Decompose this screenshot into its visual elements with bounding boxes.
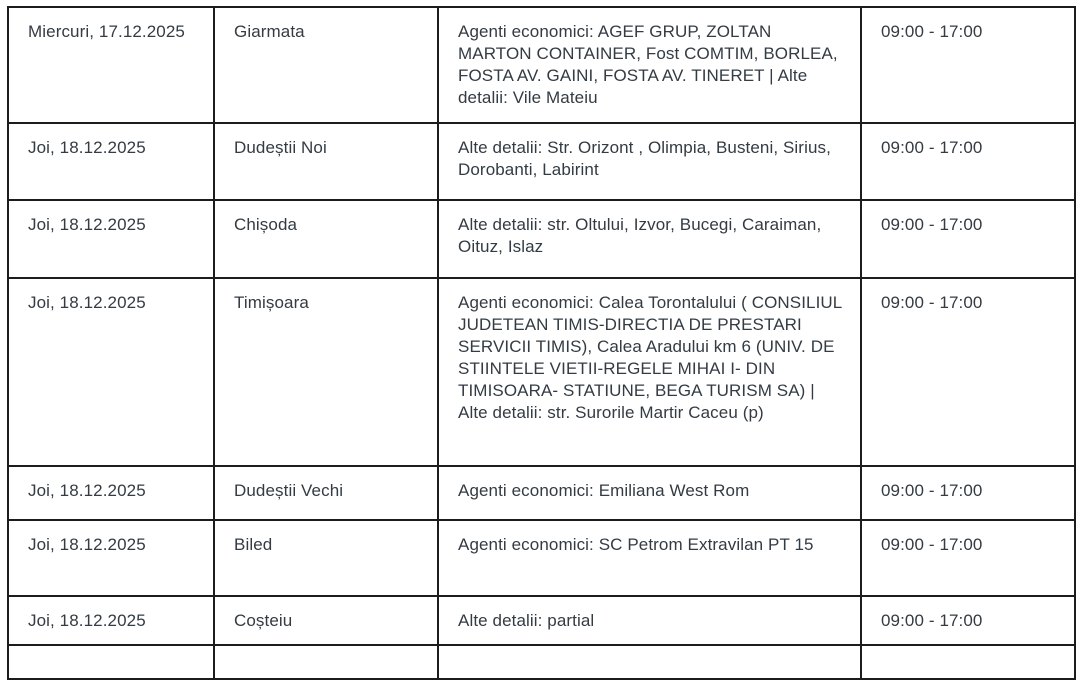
cell-location: Biled	[214, 520, 438, 596]
cell-details: Agenti economici: Calea Torontalului ( CONSILIUL JUDETEAN TIMIS-DIRECTIA DE PRESTARI SERVICII TIMIS), Calea Aradului km 6 (UNIV. DE STIINTELE VIETII-REGELE MIHAI I- DIN TIMISOARA- STATIUNE, BEGA TURISM SA) | Alte detalii: str. Surorile Martir Caceu (p)	[438, 278, 861, 466]
cell-details: Alte detalii: partial	[438, 596, 861, 645]
cell-date: Joi, 18.12.2025	[8, 123, 214, 200]
cell-details	[438, 645, 861, 679]
cell-details: Alte detalii: str. Oltului, Izvor, Bucegi, Caraiman, Oituz, Islaz	[438, 200, 861, 278]
cell-details: Alte detalii: Str. Orizont , Olimpia, Busteni, Sirius, Dorobanti, Labirint	[438, 123, 861, 200]
cell-date: Joi, 18.12.2025	[8, 200, 214, 278]
cell-location: Coșteiu	[214, 596, 438, 645]
cell-date: Joi, 18.12.2025	[8, 596, 214, 645]
table-row	[8, 7, 1075, 123]
cell-location: Dudeștii Vechi	[214, 466, 438, 520]
outage-schedule	[7, 6, 1076, 680]
cell-hours: 09:00 - 17:00	[861, 200, 1075, 278]
cell-hours: 09:00 - 17:00	[861, 278, 1075, 466]
table-row	[8, 123, 1075, 200]
cell-hours	[861, 645, 1075, 679]
table-row	[8, 520, 1075, 596]
cell-location: Giarmata	[214, 7, 438, 123]
cell-details: Agenti economici: AGEF GRUP, ZOLTAN MARTON CONTAINER, Fost COMTIM, BORLEA, FOSTA AV. GAINI, FOSTA AV. TINERET | Alte detalii: Vile Mateiu	[438, 7, 861, 123]
table-row	[8, 466, 1075, 520]
cell-location: Dudeștii Noi	[214, 123, 438, 200]
cell-details: Agenti economici: Emiliana West Rom	[438, 466, 861, 520]
table-row	[8, 200, 1075, 278]
cell-hours: 09:00 - 17:00	[861, 7, 1075, 123]
cell-date: Miercuri, 17.12.2025	[8, 7, 214, 123]
table-row	[8, 596, 1075, 645]
cell-date: Joi, 18.12.2025	[8, 520, 214, 596]
cell-location	[214, 645, 438, 679]
table-row-partial	[8, 645, 1075, 679]
cell-hours: 09:00 - 17:00	[861, 123, 1075, 200]
cell-location: Chișoda	[214, 200, 438, 278]
cell-hours: 09:00 - 17:00	[861, 466, 1075, 520]
table-row	[8, 278, 1075, 466]
cell-date: Joi, 18.12.2025	[8, 466, 214, 520]
cell-location: Timișoara	[214, 278, 438, 466]
cell-date: Joi, 18.12.2025	[8, 278, 214, 466]
cell-date	[8, 645, 214, 679]
cell-details: Agenti economici: SC Petrom Extravilan PT 15	[438, 520, 861, 596]
cell-hours: 09:00 - 17:00	[861, 520, 1075, 596]
cell-hours: 09:00 - 17:00	[861, 596, 1075, 645]
outage-schedule-table	[7, 6, 1076, 680]
